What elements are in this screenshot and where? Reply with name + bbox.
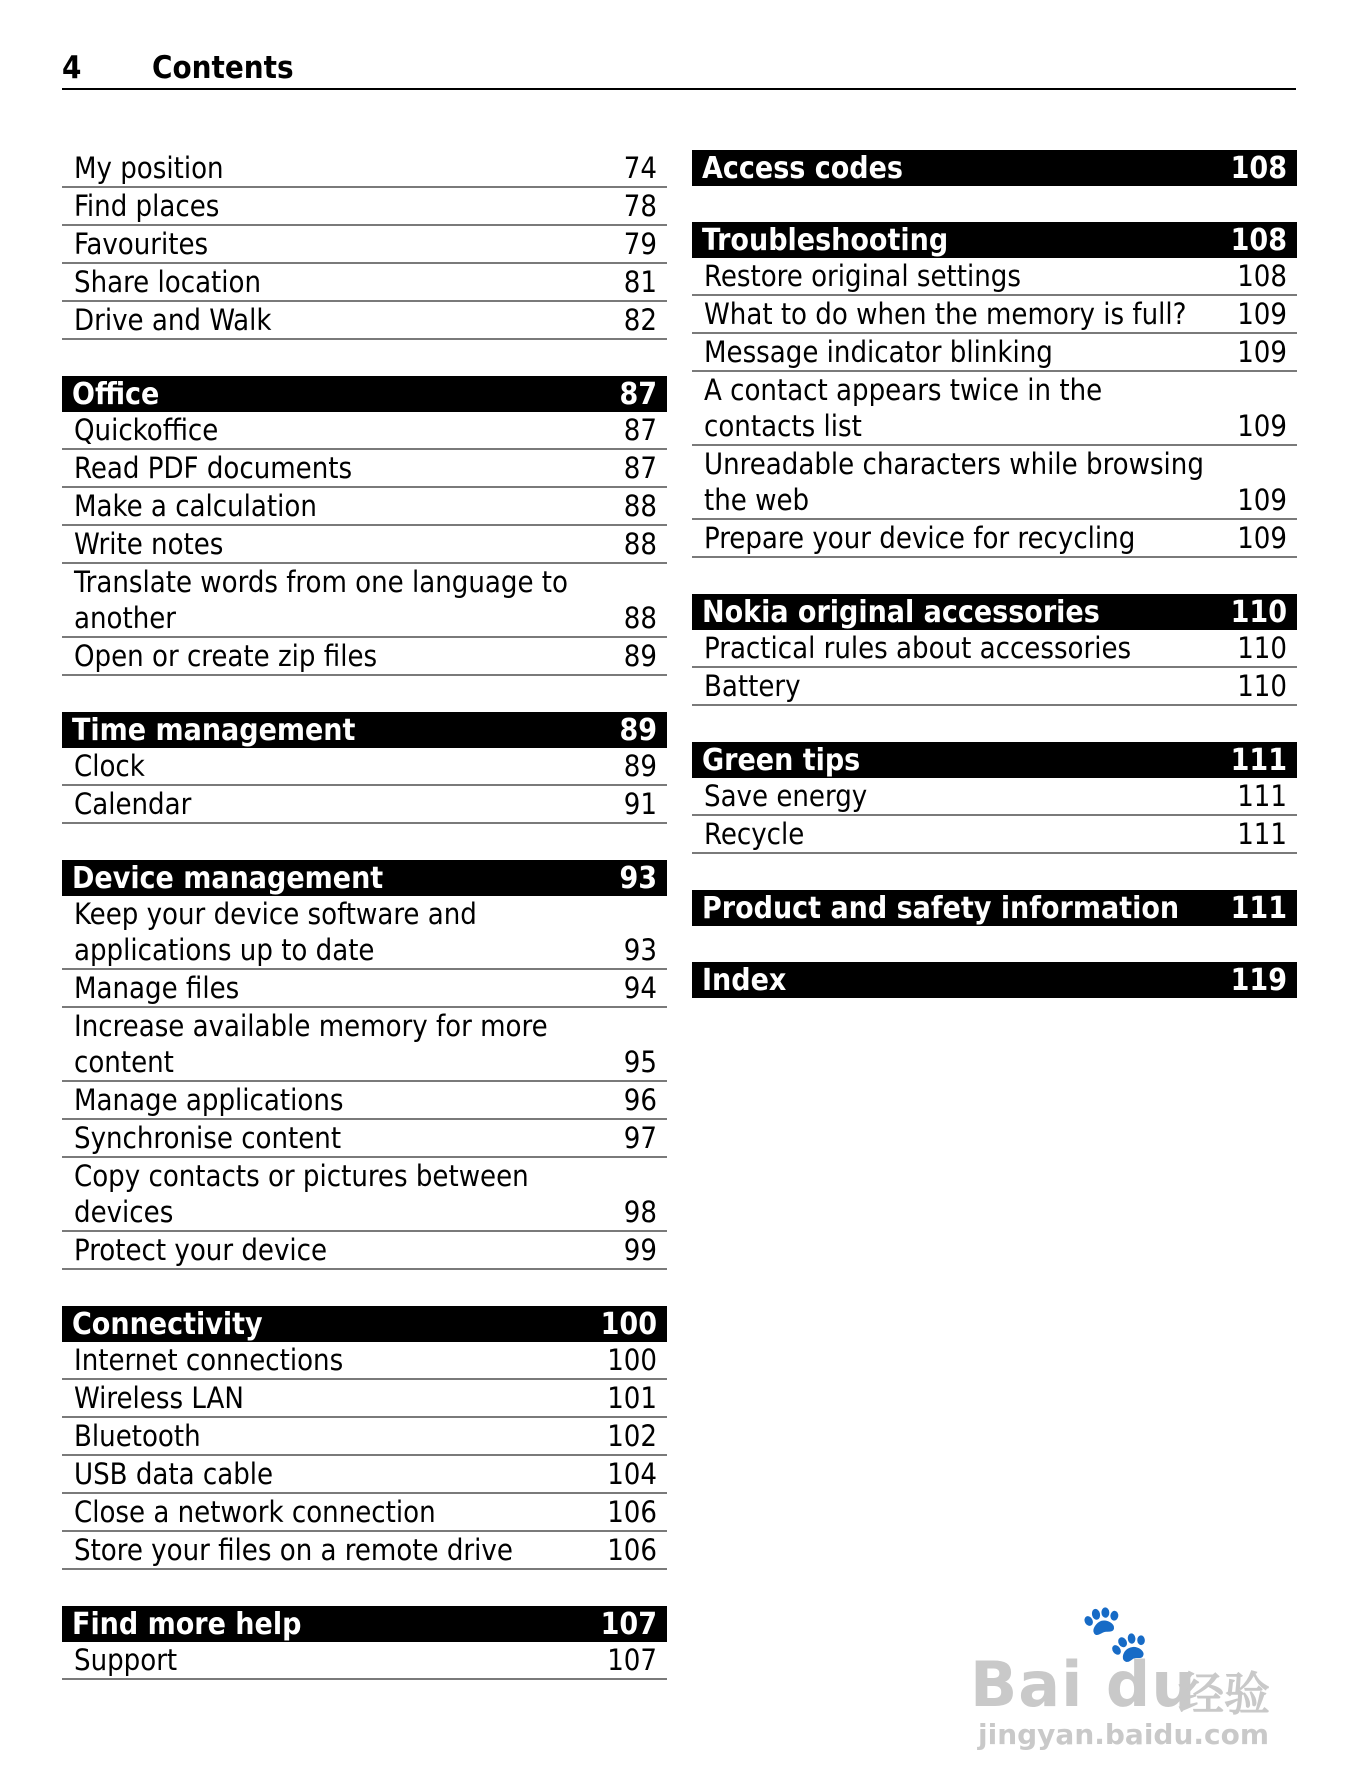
- section-gap: [62, 824, 667, 860]
- toc-entry[interactable]: [692, 520, 1297, 558]
- toc-entry[interactable]: [62, 748, 667, 786]
- entry-title: Restore original settings: [704, 259, 1021, 293]
- section-gap: [62, 1570, 667, 1606]
- section-page: 100: [600, 1306, 657, 1342]
- entry-page: 94: [623, 971, 657, 1005]
- toc-entry[interactable]: [692, 258, 1297, 296]
- entry-page: 102: [607, 1419, 657, 1453]
- section-heading[interactable]: [692, 962, 1297, 998]
- toc-entry[interactable]: [692, 296, 1297, 334]
- entry-page: 95: [623, 1045, 657, 1079]
- entry-title: Protect your device: [74, 1233, 328, 1267]
- paw-logo-icon: 🐾: [1080, 1601, 1150, 1666]
- entry-page: 81: [623, 265, 657, 299]
- section-title: Nokia original accessories: [702, 594, 1100, 630]
- section-title: Find more help: [72, 1606, 302, 1642]
- section-page: 110: [1230, 594, 1287, 630]
- entry-title: Share location: [74, 265, 262, 299]
- section-page: 87: [619, 376, 657, 412]
- toc-entry[interactable]: [62, 1120, 667, 1158]
- section-page: 93: [619, 860, 657, 896]
- toc-entry[interactable]: [692, 334, 1297, 372]
- toc-entry[interactable]: [692, 816, 1297, 854]
- entry-title: Drive and Walk: [74, 303, 272, 337]
- toc-entry[interactable]: [62, 638, 667, 676]
- section-gap: [62, 340, 667, 376]
- entry-title: Translate words from one language to another: [74, 565, 568, 635]
- toc-entry[interactable]: [62, 896, 667, 970]
- toc-entry[interactable]: [62, 302, 667, 340]
- toc-entry[interactable]: [62, 1456, 667, 1494]
- entry-title: Recycle: [704, 817, 805, 851]
- section-heading[interactable]: [692, 594, 1297, 630]
- entry-title: Increase available memory for more content: [74, 1009, 548, 1079]
- entry-page: 74: [623, 151, 657, 185]
- toc-entry[interactable]: [62, 450, 667, 488]
- entry-title: Unreadable characters while browsing the web: [704, 447, 1204, 517]
- entry-title: Quickoffice: [74, 413, 219, 447]
- section-gap: [692, 706, 1297, 742]
- entry-title: Wireless LAN: [74, 1381, 244, 1415]
- page-number: 4: [62, 50, 82, 86]
- entry-title: Support: [74, 1643, 178, 1677]
- section-gap: [62, 1270, 667, 1306]
- toc-entry[interactable]: [692, 778, 1297, 816]
- section-title: Connectivity: [72, 1306, 263, 1342]
- entry-title: Prepare your device for recycling: [704, 521, 1136, 555]
- entry-page: 108: [1237, 259, 1287, 293]
- section-gap: [692, 558, 1297, 594]
- watermark-brand: Bai du: [970, 1648, 1197, 1721]
- entry-page: 98: [623, 1195, 657, 1229]
- toc-entry[interactable]: [62, 1158, 667, 1232]
- toc-entry[interactable]: [62, 1342, 667, 1380]
- page-title: Contents: [152, 50, 294, 86]
- watermark-url: jingyan.baidu.com: [978, 1718, 1270, 1751]
- entry-page: 91: [623, 787, 657, 821]
- entry-title: What to do when the memory is full?: [704, 297, 1187, 331]
- entry-title: Read PDF documents: [74, 451, 353, 485]
- entry-page: 100: [607, 1343, 657, 1377]
- section-title: Index: [702, 962, 787, 998]
- section-heading[interactable]: [62, 860, 667, 896]
- entry-page: 82: [623, 303, 657, 337]
- toc-entry[interactable]: [62, 264, 667, 302]
- entry-title: Write notes: [74, 527, 224, 561]
- entry-title: Make a calculation: [74, 489, 317, 523]
- entry-page: 110: [1237, 669, 1287, 703]
- entry-title: Find places: [74, 189, 220, 223]
- section-heading[interactable]: [692, 890, 1297, 926]
- toc-entry[interactable]: [62, 226, 667, 264]
- section-page: 108: [1230, 150, 1287, 186]
- entry-title: Bluetooth: [74, 1419, 201, 1453]
- page-header: [62, 44, 1296, 90]
- section-title: Access codes: [702, 150, 903, 186]
- toc-entry[interactable]: [62, 564, 667, 638]
- section-title: Time management: [72, 712, 356, 748]
- section-title: Troubleshooting: [702, 222, 949, 258]
- entry-page: 104: [607, 1457, 657, 1491]
- section-title: Office: [72, 376, 160, 412]
- entry-page: 79: [623, 227, 657, 261]
- entry-page: 107: [607, 1643, 657, 1677]
- section-page: 89: [619, 712, 657, 748]
- toc-entry[interactable]: [692, 630, 1297, 668]
- entry-title: Message indicator blinking: [704, 335, 1053, 369]
- section-page: 107: [600, 1606, 657, 1642]
- section-gap: [692, 186, 1297, 222]
- entry-page: 97: [623, 1121, 657, 1155]
- section-page: 119: [1230, 962, 1287, 998]
- section-title: Device management: [72, 860, 384, 896]
- entry-page: 110: [1237, 631, 1287, 665]
- entry-title: My position: [74, 151, 224, 185]
- toc-entry[interactable]: [692, 668, 1297, 706]
- entry-title: Clock: [74, 749, 145, 783]
- section-heading[interactable]: [692, 150, 1297, 186]
- toc-entry[interactable]: [62, 786, 667, 824]
- entry-title: Copy contacts or pictures between devices: [74, 1159, 529, 1229]
- entry-title: Practical rules about accessories: [704, 631, 1132, 665]
- section-gap: [692, 854, 1297, 890]
- entry-page: 78: [623, 189, 657, 223]
- section-heading[interactable]: [62, 376, 667, 412]
- entry-title: A contact appears twice in the contacts list: [704, 373, 1103, 443]
- baidu-watermark: [970, 1600, 1310, 1750]
- entry-page: 87: [623, 451, 657, 485]
- entry-page: 89: [623, 749, 657, 783]
- entry-page: 96: [623, 1083, 657, 1117]
- section-title: Product and safety information: [702, 890, 1180, 926]
- entry-page: 87: [623, 413, 657, 447]
- entry-title: Favourites: [74, 227, 209, 261]
- entry-page: 89: [623, 639, 657, 673]
- section-heading[interactable]: [692, 742, 1297, 778]
- toc-entry[interactable]: [62, 1532, 667, 1570]
- entry-title: Synchronise content: [74, 1121, 342, 1155]
- entry-title: Keep your device software and applications up to date: [74, 897, 477, 967]
- section-page: 111: [1230, 742, 1287, 778]
- entry-page: 109: [1237, 335, 1287, 369]
- entry-title: Open or create zip files: [74, 639, 378, 673]
- entry-page: 88: [623, 601, 657, 635]
- section-gap: [692, 926, 1297, 962]
- toc-entry[interactable]: [62, 1232, 667, 1270]
- section-page: 108: [1230, 222, 1287, 258]
- entry-title: Manage files: [74, 971, 240, 1005]
- entry-title: Manage applications: [74, 1083, 344, 1117]
- entry-title: Close a network connection: [74, 1495, 436, 1529]
- entry-title: Battery: [704, 669, 801, 703]
- toc-entry[interactable]: [62, 412, 667, 450]
- entry-page: 88: [623, 489, 657, 523]
- entry-title: Internet connections: [74, 1343, 344, 1377]
- toc-right-column: [692, 150, 1297, 998]
- entry-page: 109: [1237, 409, 1287, 443]
- toc-entry[interactable]: [62, 1642, 667, 1680]
- entry-page: 109: [1237, 521, 1287, 555]
- section-heading[interactable]: [62, 1306, 667, 1342]
- section-title: Green tips: [702, 742, 861, 778]
- entry-page: 109: [1237, 297, 1287, 331]
- watermark-cn: 经验: [1178, 1667, 1270, 1721]
- entry-page: 99: [623, 1233, 657, 1267]
- entry-page: 111: [1237, 779, 1287, 813]
- section-page: 111: [1230, 890, 1287, 926]
- entry-page: 111: [1237, 817, 1287, 851]
- toc-entry[interactable]: [62, 970, 667, 1008]
- toc-entry[interactable]: [692, 446, 1297, 520]
- toc-entry[interactable]: [62, 1380, 667, 1418]
- toc-left-column: [62, 150, 667, 1680]
- entry-page: 109: [1237, 483, 1287, 517]
- entry-page: 106: [607, 1495, 657, 1529]
- section-gap: [62, 676, 667, 712]
- section-heading[interactable]: [692, 222, 1297, 258]
- entry-page: 88: [623, 527, 657, 561]
- entry-title: Calendar: [74, 787, 192, 821]
- entry-title: USB data cable: [74, 1457, 274, 1491]
- entry-page: 101: [607, 1381, 657, 1415]
- toc-entry[interactable]: [62, 526, 667, 564]
- toc-entry[interactable]: [62, 188, 667, 226]
- entry-page: 93: [623, 933, 657, 967]
- section-heading[interactable]: [62, 1606, 667, 1642]
- toc-entry[interactable]: [62, 1494, 667, 1532]
- section-heading[interactable]: [62, 712, 667, 748]
- entry-title: Save energy: [704, 779, 868, 813]
- toc-entry[interactable]: [692, 372, 1297, 446]
- toc-entry[interactable]: [62, 1008, 667, 1082]
- toc-entry[interactable]: [62, 150, 667, 188]
- entry-page: 106: [607, 1533, 657, 1567]
- toc-entry[interactable]: [62, 1418, 667, 1456]
- entry-title: Store your files on a remote drive: [74, 1533, 513, 1567]
- toc-entry[interactable]: [62, 488, 667, 526]
- toc-entry[interactable]: [62, 1082, 667, 1120]
